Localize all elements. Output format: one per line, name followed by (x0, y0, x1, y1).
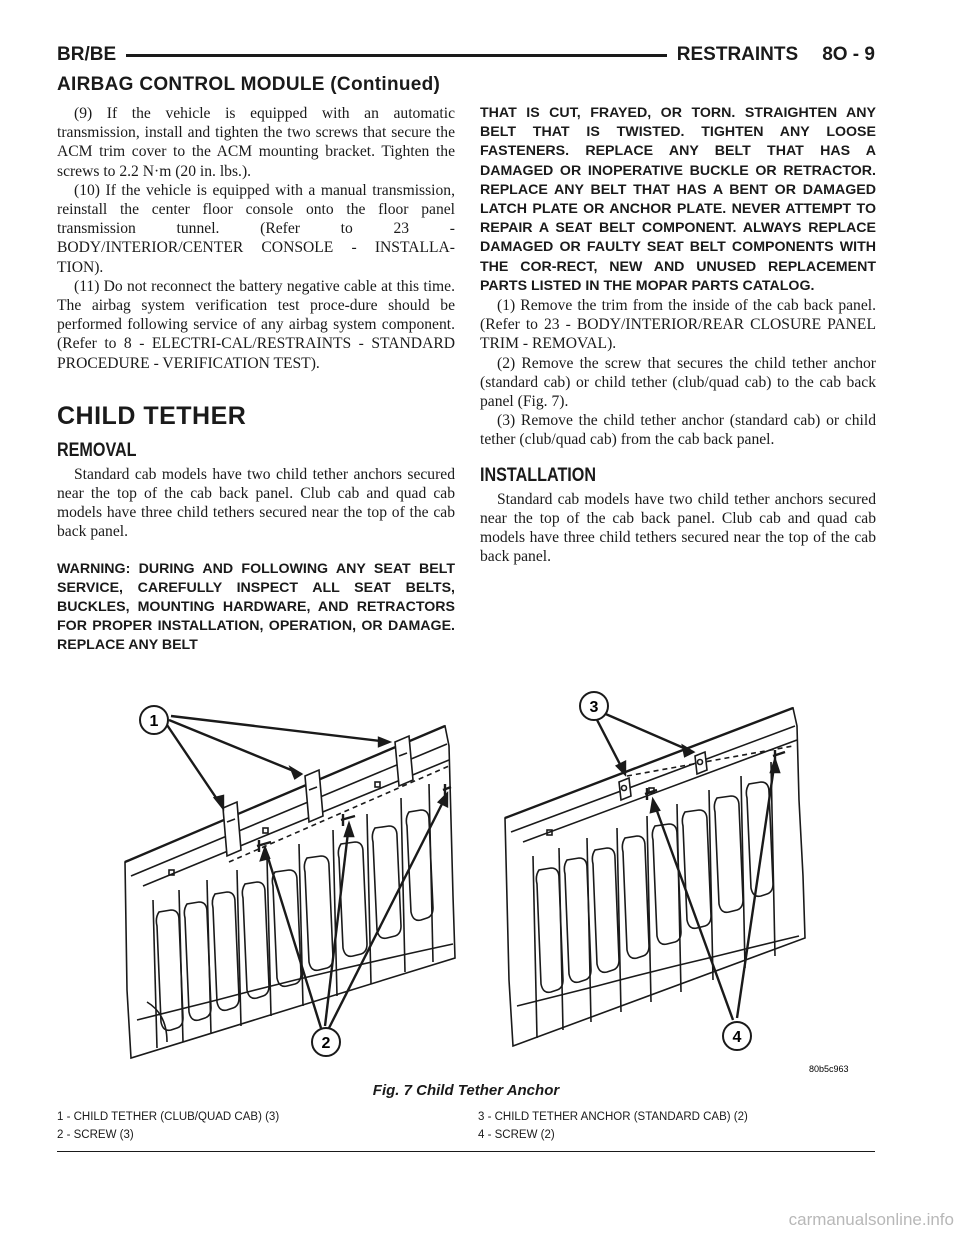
legend-item-3: 3 - CHILD TETHER ANCHOR (STANDARD CAB) (2) (478, 1111, 748, 1123)
callout-4 (723, 1022, 751, 1050)
legend-item-1: 1 - CHILD TETHER (CLUB/QUAD CAB) (3) (57, 1111, 280, 1123)
left-column (57, 104, 455, 656)
header-model: BR/BE (57, 42, 126, 68)
installation-heading: INSTALLATION (480, 464, 597, 486)
removal-heading: REMOVAL (57, 439, 137, 461)
callout-4-label: 4 (732, 1029, 742, 1046)
removal-step-3: (3) Remove the child tether anchor (standard cab) or child tether (club/quad cab) from the cab back panel. (480, 412, 876, 449)
installation-intro: Standard cab models have two child tether anchors secured near the top of the cab back panel. Club cab and quad cab models have three child tethers secured near the top of the cab back panel. (480, 490, 876, 566)
callout-3-label: 3 (589, 699, 599, 716)
warning-text-continued: THAT IS CUT, FRAYED, OR TORN. STRAIGHTEN ANY BELT THAT IS TWISTED. TIGHTEN ANY LOOSE FASTENERS. REPLACE ANY BELT THAT HAS A DAMAGED OR INOPERATIVE BUCKLE OR RETRACTOR. REPLACE ANY BELT THAT HAS A BENT OR DAMAGED LATCH PLATE OR ANCHOR PLATE. NEVER ATTEMPT TO REPAIR A SEAT BELT COMPONENT. ALWAYS REPLACE DAMAGED OR FAULTY SEAT BELT COMPONENTS WITH THE COR-RECT, NEW AND UNUSED REPLACEMENT PARTS LISTED IN THE MOPAR PARTS CATALOG. (480, 105, 876, 294)
page-header (57, 42, 875, 68)
legend-item-4: 4 - SCREW (2) (478, 1129, 555, 1141)
right-column (480, 104, 876, 566)
callout-2-label: 2 (321, 1035, 331, 1052)
cab-back-panel-standard (505, 708, 805, 1046)
callout-1 (140, 706, 168, 734)
figure-title: Fig. 7 Child Tether Anchor (372, 1082, 560, 1099)
step-11: (11) Do not reconnect the battery negative cable at this time. The airbag system verification test proce-dure should be performed following service of any airbag system component. (Refer to 8 - ELECTRI-CAL/RESTRAINTS - STANDARD PROCEDURE - VERIFICATION TEST). (57, 277, 455, 372)
figure-child-tether-anchor (57, 690, 875, 1080)
figure-legend-left (57, 1108, 279, 1144)
figure-code: 80b5c963 (809, 1064, 849, 1074)
header-section: RESTRAINTS (676, 44, 799, 65)
removal-step-1: (1) Remove the trim from the inside of the cab back panel. (Refer to 23 - BODY/INTERIOR/REAR CLOSURE PANEL TRIM - REMOVAL). (480, 297, 876, 353)
step-10: (10) If the vehicle is equipped with a manual transmission, reinstall the center floor console onto the floor panel transmission tunnel. (Refer to 23 - BODY/INTERIOR/CENTER CONSOLE - INSTALLA-TION). (57, 181, 455, 276)
header-section-page (667, 42, 875, 68)
figure-legend-right (478, 1108, 748, 1144)
callout-2 (312, 1028, 340, 1056)
removal-step-2: (2) Remove the screw that secures the child tether anchor (standard cab) or child tether (club/quad cab) to the cab back panel (Fig. 7). (480, 354, 876, 411)
running-title: AIRBAG CONTROL MODULE (Continued) (57, 74, 441, 95)
header-page-number: 8O - 9 (822, 44, 875, 65)
legend-item-2: 2 - SCREW (3) (57, 1129, 134, 1141)
callout-1-label: 1 (149, 713, 159, 730)
bottom-rule (57, 1151, 875, 1152)
warning-text: WARNING: DURING AND FOLLOWING ANY SEAT BELT SERVICE, CAREFULLY INSPECT ALL SEAT BELTS, BUCKLES, MOUNTING HARDWARE, AND RETRACTORS FOR PROPER INSTALLATION, OPERATION, OR DAMAGE. REPLACE ANY BELT (57, 560, 455, 654)
watermark: carmanualsonline.info (788, 1210, 954, 1229)
figure-illustration (57, 690, 875, 1080)
callout-3 (580, 692, 608, 720)
section-title: CHILD TETHER (57, 401, 247, 430)
step-9: (9) If the vehicle is equipped with an automatic transmission, install and tighten the two screws that secure the ACM trim cover to the ACM mounting bracket. Tighten the screws to 2.2 N·m (20 in. lbs.). (57, 105, 455, 180)
removal-intro: Standard cab models have two child tether anchors secured near the top of the cab back panel. Club cab and quad cab models have three child tethers secured near the top of the cab back panel. (57, 465, 455, 541)
cab-back-panel-club-quad (125, 726, 455, 1058)
